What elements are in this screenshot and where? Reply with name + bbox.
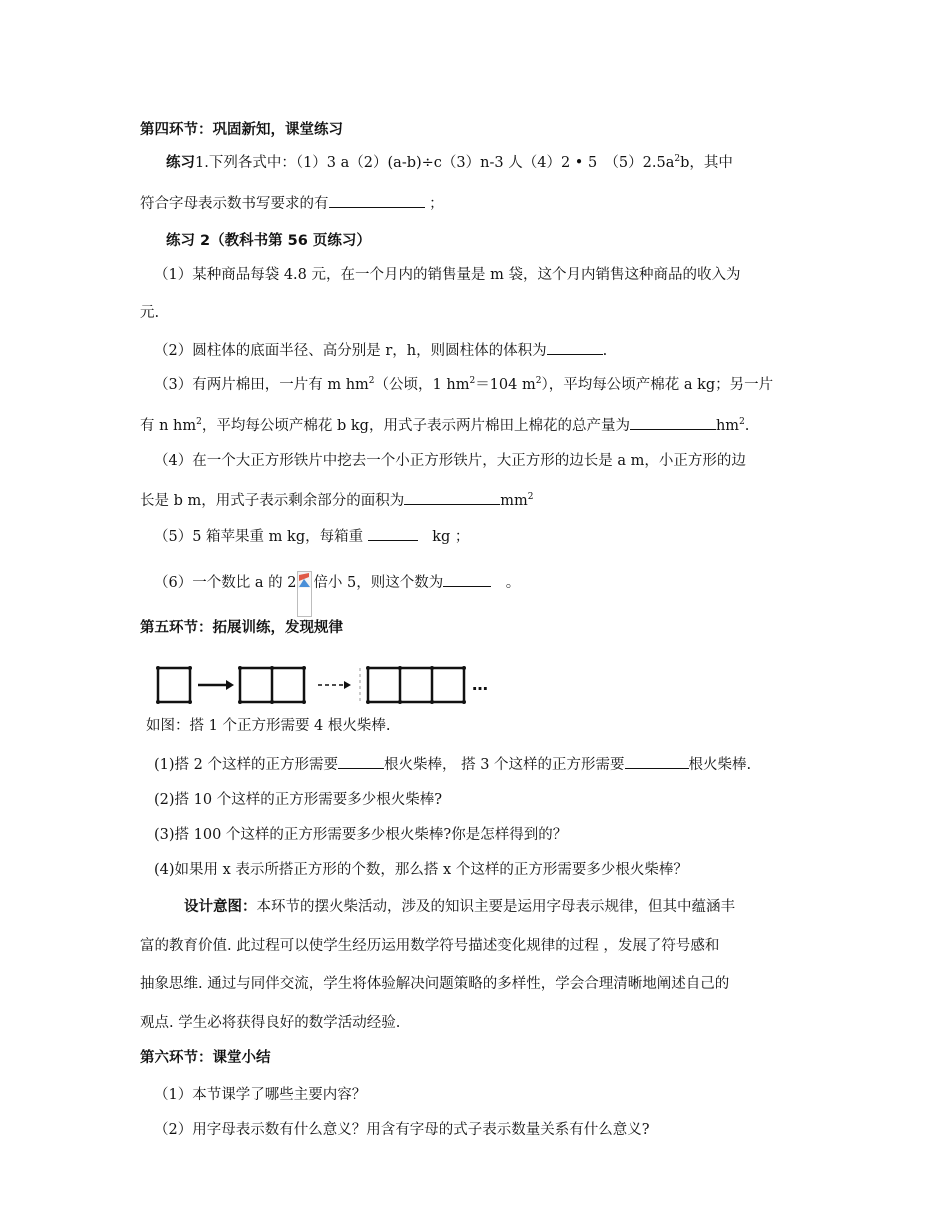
exercise1-label: 练习 xyxy=(166,155,195,171)
one-square-joints xyxy=(156,666,192,704)
question2: （2）圆柱体的底面半径、高分别是 r，h，则圆柱体的体积为 . xyxy=(154,340,834,361)
answer-blank xyxy=(547,340,603,355)
answer-blank xyxy=(368,526,418,541)
summary-question1: （1）本节课学了哪些主要内容？ xyxy=(154,1087,367,1103)
question3-line2: 有 n $hm^2$，平均每公顷产棉花 b kg，用式子表示两片棉田上棉花的总产量为 $hm^2$. xyxy=(140,415,820,436)
exercise1-text: 1.下列各式中：（1）3 a（2）(a-b)÷c（3）n-3 人（4）2 • 5 （5）2.5a xyxy=(195,155,675,171)
question3-line1: （3）有两片棉田，一片有 m $hm^2$（公顷，1 $hm^2=104$ $m^2$），平均每公顷产棉花 a kg；另一片 xyxy=(154,376,774,393)
question4-line1: （4）在一个大正方形铁片中挖去一个小正方形铁片，大正方形的边长是 a m，小正方形的边 xyxy=(154,453,746,469)
dashed-arrow-icon xyxy=(318,681,351,689)
question5: （5）5 箱苹果重 m kg，每箱重 kg ； xyxy=(154,526,834,547)
question6: （6）一个数比 a 的 2 倍小 5，则这个数为 。 xyxy=(154,571,834,617)
answer-blank xyxy=(443,572,491,587)
answer-blank xyxy=(338,754,384,769)
pattern-question2: (2)搭 10 个这样的正方形需要多少根火柴棒? xyxy=(154,792,442,808)
question1-line1: （1）某种商品每袋 4.8 元，在一个月内的销售量是 m 袋，这个月内销售这种商品的收入为 xyxy=(154,267,741,283)
question1-line2: 元. xyxy=(140,305,160,321)
continuation-ellipsis: … xyxy=(472,675,488,694)
design-intent-line1: 设计意图：本环节的摆火柴活动，涉及的知识主要是运用字母表示规律，但其中蕴涵丰 xyxy=(184,899,735,915)
design-intent-line4: 观点. 学生必将获得良好的数学活动经验. xyxy=(140,1015,401,1031)
pattern-question3: (3)搭 100 个这样的正方形需要多少根火柴棒?你是怎样得到的？ xyxy=(154,827,568,843)
exercise1-line1: 练习1.下列各式中：（1）3 a（2）(a-b)÷c（3）n-3 人（4）2 • 5 $(5)2.5a^2b$，其中 xyxy=(166,154,733,171)
three-squares-joints xyxy=(366,666,466,704)
answer-blank xyxy=(630,415,716,430)
question4-line2: 长是 b m，用式子表示剩余部分的面积为 $mm^2$ xyxy=(140,490,820,511)
matchstick-squares-figure xyxy=(154,664,504,708)
pattern-question4: (4)如果用 x 表示所搭正方形的个数，那么搭 x 个这样的正方形需要多少根火柴棒？ xyxy=(154,862,688,878)
answer-blank xyxy=(329,193,425,208)
three-squares xyxy=(368,668,464,702)
design-intent-line3: 抽象思维. 通过与同伴交流，学生将体验解决问题策略的多样性，学会合理清晰地阐述自己的 xyxy=(140,976,730,992)
section5-heading: 第五环节：拓展训练，发现规律 xyxy=(140,620,343,636)
figure-caption: 如图：搭 1 个正方形需要 4 根火柴棒. xyxy=(146,718,391,734)
design-intent-line2: 富的教育价值. 此过程可以使学生经历运用数学符号描述变化规律的过程 ，发展了符号感和 xyxy=(140,938,720,954)
design-intent-label: 设计意图： xyxy=(184,899,257,915)
pattern-question1: (1)搭 2 个这样的正方形需要 根火柴棒， 搭 3 个这样的正方形需要 根火柴棒. xyxy=(154,754,834,775)
answer-blank xyxy=(625,754,689,769)
broken-image-icon xyxy=(297,571,312,617)
one-square xyxy=(158,668,190,702)
exercise1-line2: 符合字母表示数书写要求的有 ； xyxy=(140,193,820,214)
summary-question2: （2）用字母表示数有什么意义？用含有字母的式子表示数量关系有什么意义? xyxy=(154,1122,650,1138)
exercise2-label: 练习 2（教科书第 56 页练习） xyxy=(166,233,371,249)
section4-heading: 第四环节：巩固新知，课堂练习 xyxy=(140,122,343,138)
section6-heading: 第六环节：课堂小结 xyxy=(140,1050,271,1066)
arrow-icon xyxy=(198,680,234,690)
two-squares xyxy=(240,668,304,702)
answer-blank xyxy=(404,490,500,505)
